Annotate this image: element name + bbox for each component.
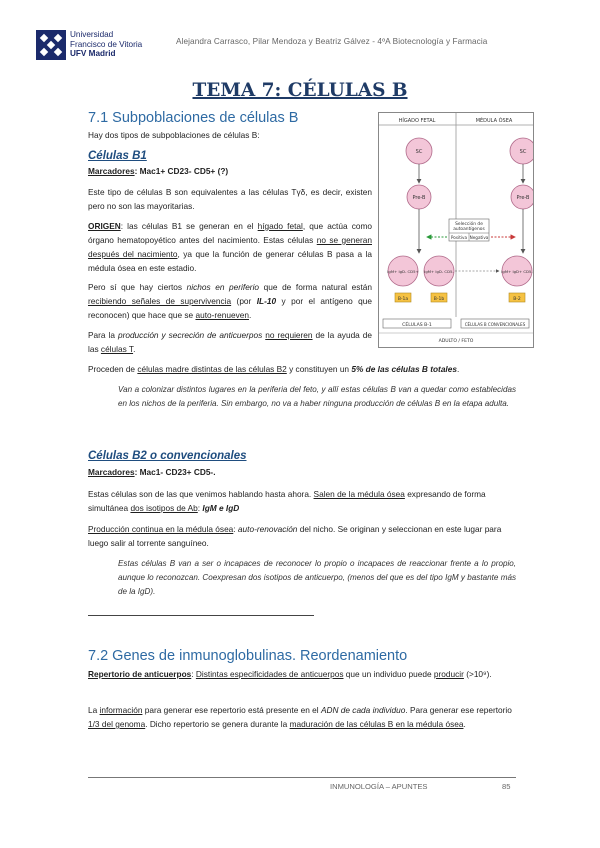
b1a-box-label: B-1a [397, 297, 409, 302]
b1-origin-text-b: , que actúa como órgano hematopoyético antes del nacimiento. Estas células [88, 221, 372, 245]
b1-p4-c: de la ayuda de las [88, 330, 373, 354]
selection-label-1: Selección de [455, 222, 483, 227]
s2-p2-e: . [463, 719, 466, 729]
logo-line-2: Francisco de Vitoria [70, 39, 143, 49]
page-title: TEMA 7: CÉLULAS B [192, 80, 408, 101]
b1-p4-d: . [133, 344, 136, 354]
page-number: 85 [502, 782, 511, 791]
b1a-markers: IgM+ IgD- CD5+ [387, 269, 419, 274]
b1-p5-b: y constituyen un [286, 364, 352, 374]
pre-b-right-label: Pre-B [516, 195, 530, 201]
authors-header: Alejandra Carrasco, Pilar Mendoza y Beatriz Gálvez - 4ºA Biotecnología y Farmacia [176, 37, 488, 46]
b2-markers [88, 465, 216, 479]
s2-p1-b: que un individuo puede [343, 669, 434, 679]
b1-paragraph-4 [88, 328, 372, 356]
b1-p3-il10: IL-10 [256, 296, 277, 306]
b2-p1-igm-igd: IgM e IgD [202, 503, 240, 513]
ufv-logo-icon [36, 30, 66, 60]
s2-paragraph-2 [88, 703, 516, 731]
section-heading-7-1: 7.1 Subpoblaciones de células B [88, 110, 299, 126]
col-left-label: HÍGADO FETAL [398, 118, 436, 124]
pre-b-left-label: Pre-B [412, 195, 426, 201]
s2-p2-d: . Dicho repertorio se genera durante la [145, 719, 290, 729]
b1-origin-text-c: , ya que la función de generar células B pasa a la médula ósea en este estadio. [88, 249, 372, 273]
b1-p5-mother-cells: células madre distintas de las células B2 [137, 364, 287, 374]
b1-p3-b: que de forma natural están [259, 282, 372, 292]
b1-p3-c: (por [231, 296, 257, 306]
s2-p1-specificities: Distintas especificidades de anticuerpos [195, 669, 344, 679]
b1-paragraph-1: Este tipo de células B son equivalentes a las células Tγδ, es decir, existen pero no son las mayoritarias. [88, 187, 372, 211]
b1-origin-label: ORIGEN [88, 221, 121, 231]
b2-note: Estas células B van a ser o incapaces de reconocer lo propio o incapaces de reaccionar frente a lo propio, aunque lo reconozcan. Coexpresan dos isotipos de anticuerpo, (menos del que es del tipo IgM y bastante más de la IgD). [118, 559, 516, 596]
b1-p5-c: . [456, 364, 460, 374]
s2-p2-third-genome: 1/3 del genoma [88, 719, 146, 729]
b1-p4-a: Para la [88, 330, 118, 340]
s2-p2-a: La [88, 705, 100, 715]
b2-p2-a: : [233, 524, 238, 534]
b1-p3-niches: nichos en periferio [186, 282, 260, 292]
b1-origin-text-a: : las células B1 se generan en el [120, 221, 258, 231]
positive-label: Positiva [450, 235, 468, 240]
col-right-label: MÉDULA ÓSEA [475, 118, 513, 124]
s2-p1-c: (>10⁹). [463, 669, 492, 679]
b1b-markers: IgM+ IgD- CD5- [424, 269, 454, 274]
section-heading-7-2: 7.2 Genes de inmunoglobulinas. Reordenamiento [88, 648, 408, 664]
b1-p3-signals: recibiendo señales de supervivencia [88, 296, 232, 306]
b1-p3-a: Pero sí que hay ciertos [88, 282, 187, 292]
b1-p4-production: producción y secreción de anticuerpos [117, 330, 263, 340]
s2-p1-produce: producir [433, 669, 464, 679]
b1-cells-label: CÉLULAS B-1 [402, 323, 432, 328]
logo-line-3: UFV Madrid [70, 49, 116, 58]
stem-cell-right-label: SC [519, 149, 527, 155]
b1-origin-liver: hígado fetal [257, 221, 303, 231]
s2-p1-a: : [191, 669, 196, 679]
b2-paragraph-2 [88, 522, 516, 550]
b1-markers-label: Marcadores [88, 166, 135, 176]
b-cell-diagram [378, 112, 534, 348]
b1-p5-a: Proceden de [88, 364, 138, 374]
stem-cell-left-label: SC [415, 149, 423, 155]
b2-paragraph-1 [88, 487, 516, 515]
b1-p4-t-cells: células T [100, 344, 134, 354]
b2-p2-b: del nicho. Se originan y seleccionan en este lugar para luego salir al torrente sanguíneo. [88, 524, 502, 548]
b1-p3-e: . [249, 310, 252, 320]
b1-paragraph-5 [88, 362, 516, 376]
logo-line-1: Universidad [70, 30, 114, 39]
b2-markers: IgM+ IgD+ CD5- [501, 269, 533, 274]
s2-repertoire-label: Repertorio de anticuerpos [88, 669, 192, 679]
b2-p1-a: Estas células son de las que venimos hablando hasta ahora. [88, 489, 314, 499]
b1-markers-value: : Mac1+ CD23- CD5+ (?) [134, 166, 229, 176]
b2-markers-value: : Mac1- CD23+ CD5-. [134, 467, 216, 477]
b1-p3-d: y por el antígeno que reconocen) que hace que se [88, 296, 372, 320]
b1b-box-label: B-1b [433, 297, 445, 302]
b2-box-label: B-2 [513, 297, 521, 302]
negative-label: Negativa [469, 235, 489, 240]
diagram-caption: ADULTO / FETO [438, 339, 474, 344]
selection-label-2: autoantígenos [453, 227, 485, 232]
b1-p5-percentage: 5% de las células B totales [351, 364, 457, 374]
b2-p1-exit: Salen de la médula ósea [313, 489, 405, 499]
s2-p2-maturation: maduración de las células B en la médula ósea [289, 719, 464, 729]
s2-p2-dna: ADN de cada individuo [320, 705, 406, 715]
subheading-b2: Células B2 o convencionales [88, 450, 247, 462]
section-intro: Hay dos tipos de subpoblaciones de células B: [88, 130, 260, 140]
b2-p2-auto-renewal: auto-renovación [237, 524, 298, 534]
divider-line [88, 615, 314, 616]
b-cell-diagram-svg [379, 113, 533, 347]
s2-p2-c: . Para generar ese repertorio [405, 705, 512, 715]
b1-paragraph-3 [88, 280, 372, 322]
b2-p1-c: : [197, 503, 203, 513]
university-logo [36, 28, 156, 62]
b1-p3-renew: auto-renueven [195, 310, 249, 320]
b1-markers [88, 164, 228, 178]
b1-p4-not-required: no requieren [265, 330, 313, 340]
b2-p2-label: Producción continua en la médula ósea [88, 524, 234, 534]
s2-paragraph-1 [88, 667, 516, 681]
footer-label: INMUNOLOGÍA – APUNTES [330, 782, 428, 791]
b1-note: Van a colonizar distintos lugares en la periferia del feto, y allí estas células B van a quedar como establecidas en los nichos de la periferia. Sin embargo, no va a haber ninguna producción de células B en la etapa adulta. [118, 385, 516, 408]
b1-origin-not-generated: no se generan después del nacimiento [88, 235, 372, 259]
subheading-b1: Células B1 [88, 150, 147, 162]
b2-p1-isotypes: dos isotipos de Ab [130, 503, 198, 513]
footer-divider [88, 777, 516, 778]
s2-p2-b: para generar ese repertorio está presente en el [142, 705, 321, 715]
s2-p2-information: información [99, 705, 143, 715]
b1-origin-paragraph [88, 219, 372, 275]
conventional-cells-label: CÉLULAS B CONVENCIONALES [464, 322, 526, 327]
b2-markers-label: Marcadores [88, 467, 135, 477]
b2-p1-b: expresando de forma simultánea [88, 489, 486, 513]
